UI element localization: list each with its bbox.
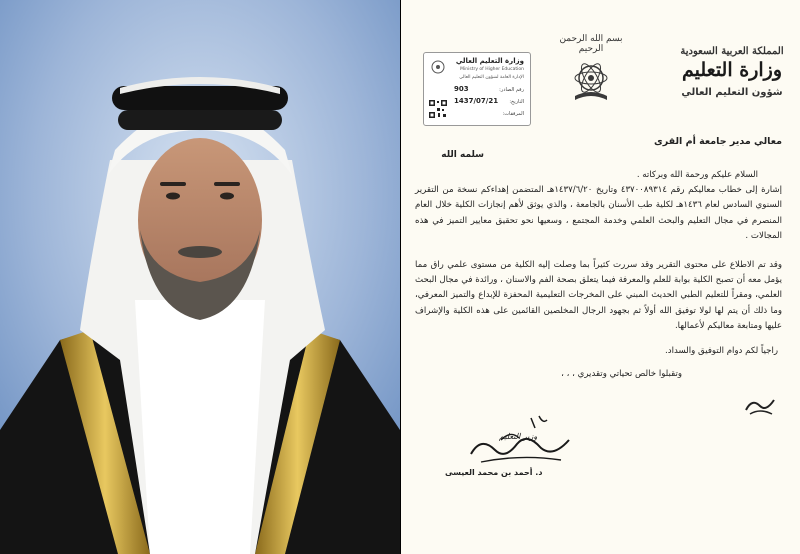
letter-body [415,168,782,384]
kingdom-name: المملكة العربية السعودية [680,46,784,57]
memo-ministry-en: Ministry of Higher Education [460,67,524,72]
letter-honorific: سلمه الله [441,150,484,160]
memo-logo-icon [430,59,446,75]
memo-date-value: 1437/07/21 [454,97,499,105]
minister-signature [461,410,581,490]
letter-paragraph-2: وقد تم الاطلاع على محتوى التقرير وقد سررت كثيراً بما وصلت إليه الكلية من مستوى علمي راق مما يؤمل معه أن تصبح الكلية بوابة للعلم والمعرفة فيما يتعلق بصحة الفم والاسنان ، ورائدة في مجال البحث العلمي، ومقراً للتعليم الطبي الحديث المبني على المخرجات التعليمية المحفزة للإبداع والتميز المعرفي، وما ذلك أن يتم لها لولا توفيق الله أولاً ثم بجهود الرجال المخلصين القائمين على هذه الكلية والإشراف عليها ومتابعة معاليكم لأعمالها. [415,260,782,331]
letter-addressee: معالي مدير جامعة أم القرى [654,136,782,147]
signer-name: د. أحمد بن محمد العيسى [445,468,543,477]
department-name: شؤون التعليم العالي [681,87,783,98]
letterhead-ministry [672,46,792,98]
memo-reference-box [423,52,531,126]
initials-mark-icon [744,394,778,418]
ministry-name: وزارة التعليم [681,59,782,81]
memo-date-label: التاريخ: [509,99,524,105]
qr-code-icon [428,99,448,119]
ministry-emblem-icon [569,58,613,106]
basmala: بسم الله الرحمن الرحيم [559,34,623,54]
letter-greeting: السلام عليكم ورحمة الله وبركاته . [636,170,758,180]
memo-number-value: 903 [454,85,469,93]
letter-wishes: راجياً لكم دوام التوفيق والسداد. [665,346,778,357]
memo-ministry-ar: وزارة التعليم العالي [455,57,524,65]
memo-number-label: رقم الصادر: [499,87,524,93]
letter-paragraph-1: إشارة إلى خطاب معاليكم رقم ٤٣٧٠٠٨٩٣١٤ وتاريخ ١٤٣٧/٦/٢٠هـ المتضمن إهداءكم نسخة من التقرير السنوي السادس لعام ١٤٣٦هـ لكلية طب الأسنان بالجامعة ، والذي يوثق لأهم إنجازات الكلية خلال العام المنصرم في مجال التعليم والبحث العلمي وخدمة المجتمع ، وسعيها نحو تحقيق معايير التميز في هذه المجالات . [415,185,782,241]
memo-subtitle: الإدارة العامة لشؤون التعليم العالي [459,75,524,80]
letterhead-emblem [551,34,631,106]
memo-attachments-label: المرفقات: [502,111,524,117]
official-letter [401,0,800,554]
letter-regards: وتقبلوا خالص تحياتي وتقديري ، ، ، [561,369,682,380]
signature-title: وزير التعليم [499,432,538,441]
